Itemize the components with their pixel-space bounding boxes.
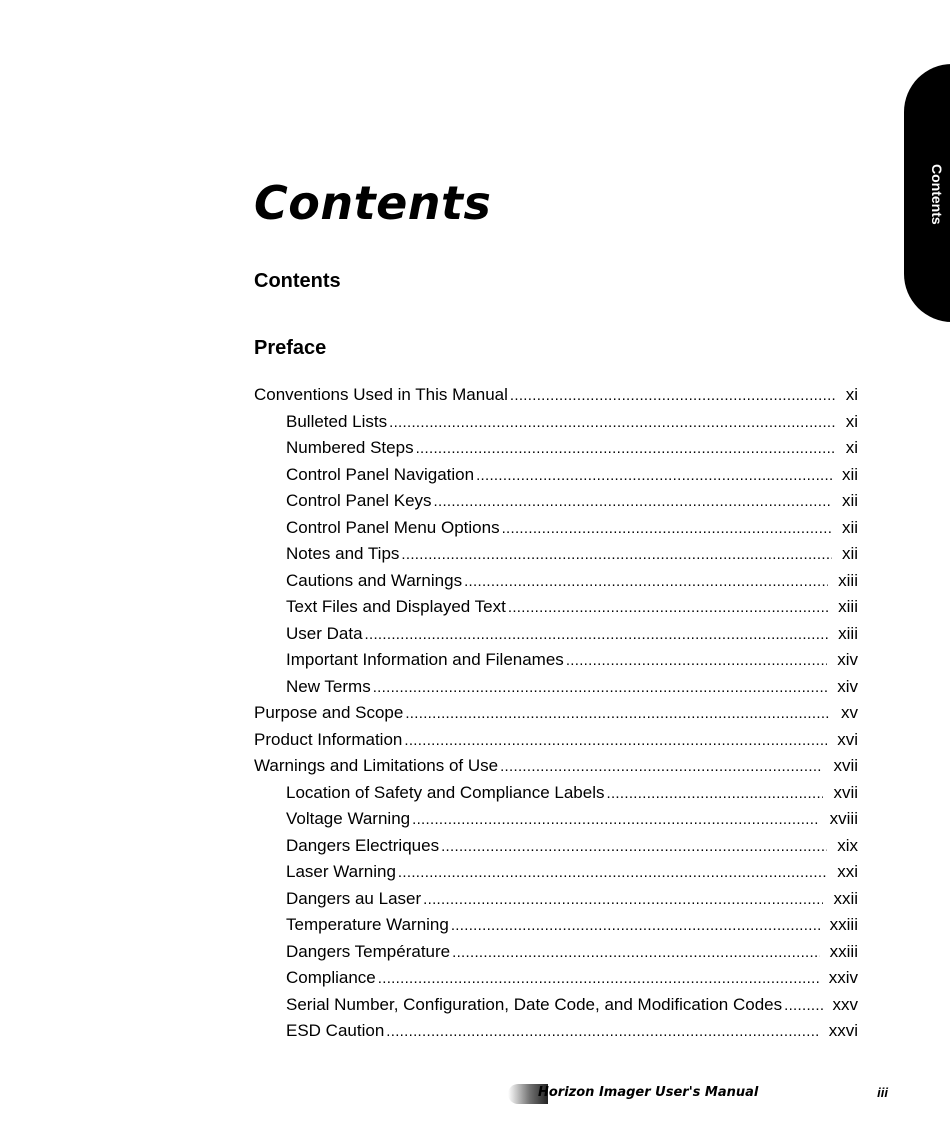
toc-entry-page: xxv	[832, 994, 858, 1014]
toc-dot-leader	[373, 675, 828, 701]
toc-entry-title: Serial Number, Configuration, Date Code, and Modification Codes	[286, 994, 783, 1014]
toc-entry[interactable]	[254, 435, 858, 462]
toc-entry-title: Product Information	[254, 729, 403, 749]
toc-entry-title: Cautions and Warnings	[286, 570, 463, 590]
toc-entry-page: xiii	[838, 570, 858, 590]
toc-entry[interactable]	[254, 780, 858, 807]
toc-dot-leader	[476, 463, 832, 489]
toc-dot-leader	[566, 648, 827, 674]
toc-entry[interactable]	[254, 594, 858, 621]
toc-entry-title: Laser Warning	[286, 862, 396, 881]
toc-entry[interactable]	[254, 806, 858, 833]
toc-entry-page: xvii	[833, 782, 858, 802]
toc-entry-page: xi	[845, 438, 858, 457]
toc-entry-page: xxiv	[828, 968, 858, 987]
toc-entry[interactable]	[254, 674, 858, 701]
toc-entry-title: Compliance	[286, 968, 376, 987]
toc-entry[interactable]	[254, 965, 858, 992]
toc-entry[interactable]	[254, 992, 858, 1019]
toc-entry[interactable]	[254, 568, 858, 595]
toc-entry[interactable]	[254, 621, 858, 648]
toc-entry-page: xvii	[833, 756, 858, 775]
toc-entry-page: xii	[841, 517, 858, 537]
toc-entry-page: xv	[841, 703, 858, 722]
toc-entry[interactable]	[254, 833, 858, 860]
toc-dot-leader	[500, 754, 823, 780]
toc-entry[interactable]	[254, 859, 858, 886]
page-title: Contents	[254, 176, 492, 230]
toc-entry-title: Control Panel Menu Options	[286, 517, 500, 537]
footer-page-number: iii	[877, 1085, 888, 1100]
toc-dot-leader	[452, 940, 820, 966]
toc-entry-page: xxi	[837, 862, 858, 881]
toc-entry-page: xiv	[837, 676, 858, 696]
toc-entry-title: Dangers Température	[286, 941, 451, 961]
toc-entry-page: xiii	[838, 623, 858, 643]
toc-dot-leader	[508, 595, 828, 621]
toc-entry[interactable]	[254, 488, 858, 515]
toc-dot-leader	[401, 542, 832, 568]
toc-entry[interactable]	[254, 886, 858, 913]
section-heading-preface: Preface	[254, 337, 327, 359]
toc-dot-leader	[389, 410, 836, 436]
chapter-tab-label: Contents	[929, 163, 945, 225]
toc-entry-title: Conventions Used in This Manual	[254, 385, 508, 404]
toc-entry-title: ESD Caution	[286, 1021, 385, 1040]
toc-entry-title: Purpose and Scope	[254, 703, 404, 722]
toc-entry-page: xix	[837, 835, 858, 855]
toc-entry-page: xii	[841, 464, 858, 484]
toc-entry-title: Temperature Warning	[286, 915, 449, 934]
toc-dot-leader	[451, 913, 820, 939]
toc-entry-page: xi	[845, 411, 858, 431]
toc-entry-page: xiv	[837, 650, 858, 669]
toc-dot-leader	[434, 489, 832, 515]
toc-dot-leader	[405, 701, 831, 727]
toc-entry[interactable]	[254, 647, 858, 674]
toc-entry-page: xiii	[838, 597, 858, 616]
toc-entry[interactable]	[254, 727, 858, 754]
toc-dot-leader	[784, 993, 822, 1019]
toc-entry-title: Important Information and Filenames	[286, 650, 564, 669]
toc-entry-title: Numbered Steps	[286, 438, 414, 457]
toc-entry-title: Control Panel Keys	[286, 491, 432, 510]
toc-dot-leader	[416, 436, 836, 462]
toc-entry-page: xvi	[837, 729, 858, 749]
toc-entry[interactable]	[254, 462, 858, 489]
toc-entry[interactable]	[254, 541, 858, 568]
toc-dot-leader	[510, 383, 836, 409]
toc-entry-title: Voltage Warning	[286, 809, 411, 828]
page-footer	[508, 1082, 888, 1106]
toc-entry-title: Location of Safety and Compliance Labels	[286, 782, 605, 802]
toc-entry-title: Dangers Electriques	[286, 835, 440, 855]
toc-entry-page: xii	[841, 544, 858, 563]
toc-dot-leader	[502, 516, 832, 542]
toc-dot-leader	[423, 887, 823, 913]
toc-entry-page: xxii	[833, 888, 858, 908]
toc-entry[interactable]	[254, 409, 858, 436]
section-heading-contents: Contents	[254, 270, 341, 292]
toc-entry-page: xxiii	[829, 915, 858, 934]
toc-entry-title: Text Files and Displayed Text	[286, 597, 506, 616]
toc-entry[interactable]	[254, 700, 858, 727]
toc-entry-page: xii	[841, 491, 858, 510]
toc-dot-leader	[365, 622, 829, 648]
footer-manual-title: Horizon Imager User's Manual	[538, 1085, 759, 1100]
toc-dot-leader	[606, 781, 823, 807]
toc-entry-page: xxvi	[828, 1021, 858, 1040]
toc-dot-leader	[464, 569, 828, 595]
toc-entry-title: New Terms	[286, 676, 371, 696]
toc-entry-title: Warnings and Limitations of Use	[254, 756, 499, 775]
toc-entry-title: Dangers au Laser	[286, 888, 422, 908]
toc-entry[interactable]	[254, 939, 858, 966]
toc-dot-leader	[412, 807, 820, 833]
toc-entry-title: User Data	[286, 623, 363, 643]
toc-list	[254, 382, 858, 1045]
toc-entry-title: Notes and Tips	[286, 544, 400, 563]
toc-dot-leader	[441, 834, 827, 860]
toc-entry[interactable]	[254, 1018, 858, 1045]
toc-dot-leader	[378, 966, 819, 992]
toc-entry[interactable]	[254, 382, 858, 409]
toc-entry-page: xviii	[829, 809, 858, 828]
toc-dot-leader	[386, 1019, 818, 1045]
toc-entry[interactable]	[254, 515, 858, 542]
toc-entry-page: xi	[845, 385, 858, 404]
toc-dot-leader	[404, 728, 827, 754]
toc-entry-page: xxiii	[829, 941, 858, 961]
toc-entry[interactable]	[254, 753, 858, 780]
toc-dot-leader	[398, 860, 827, 886]
toc-entry-title: Bulleted Lists	[286, 411, 388, 431]
toc-entry-title: Control Panel Navigation	[286, 464, 475, 484]
toc-entry[interactable]	[254, 912, 858, 939]
